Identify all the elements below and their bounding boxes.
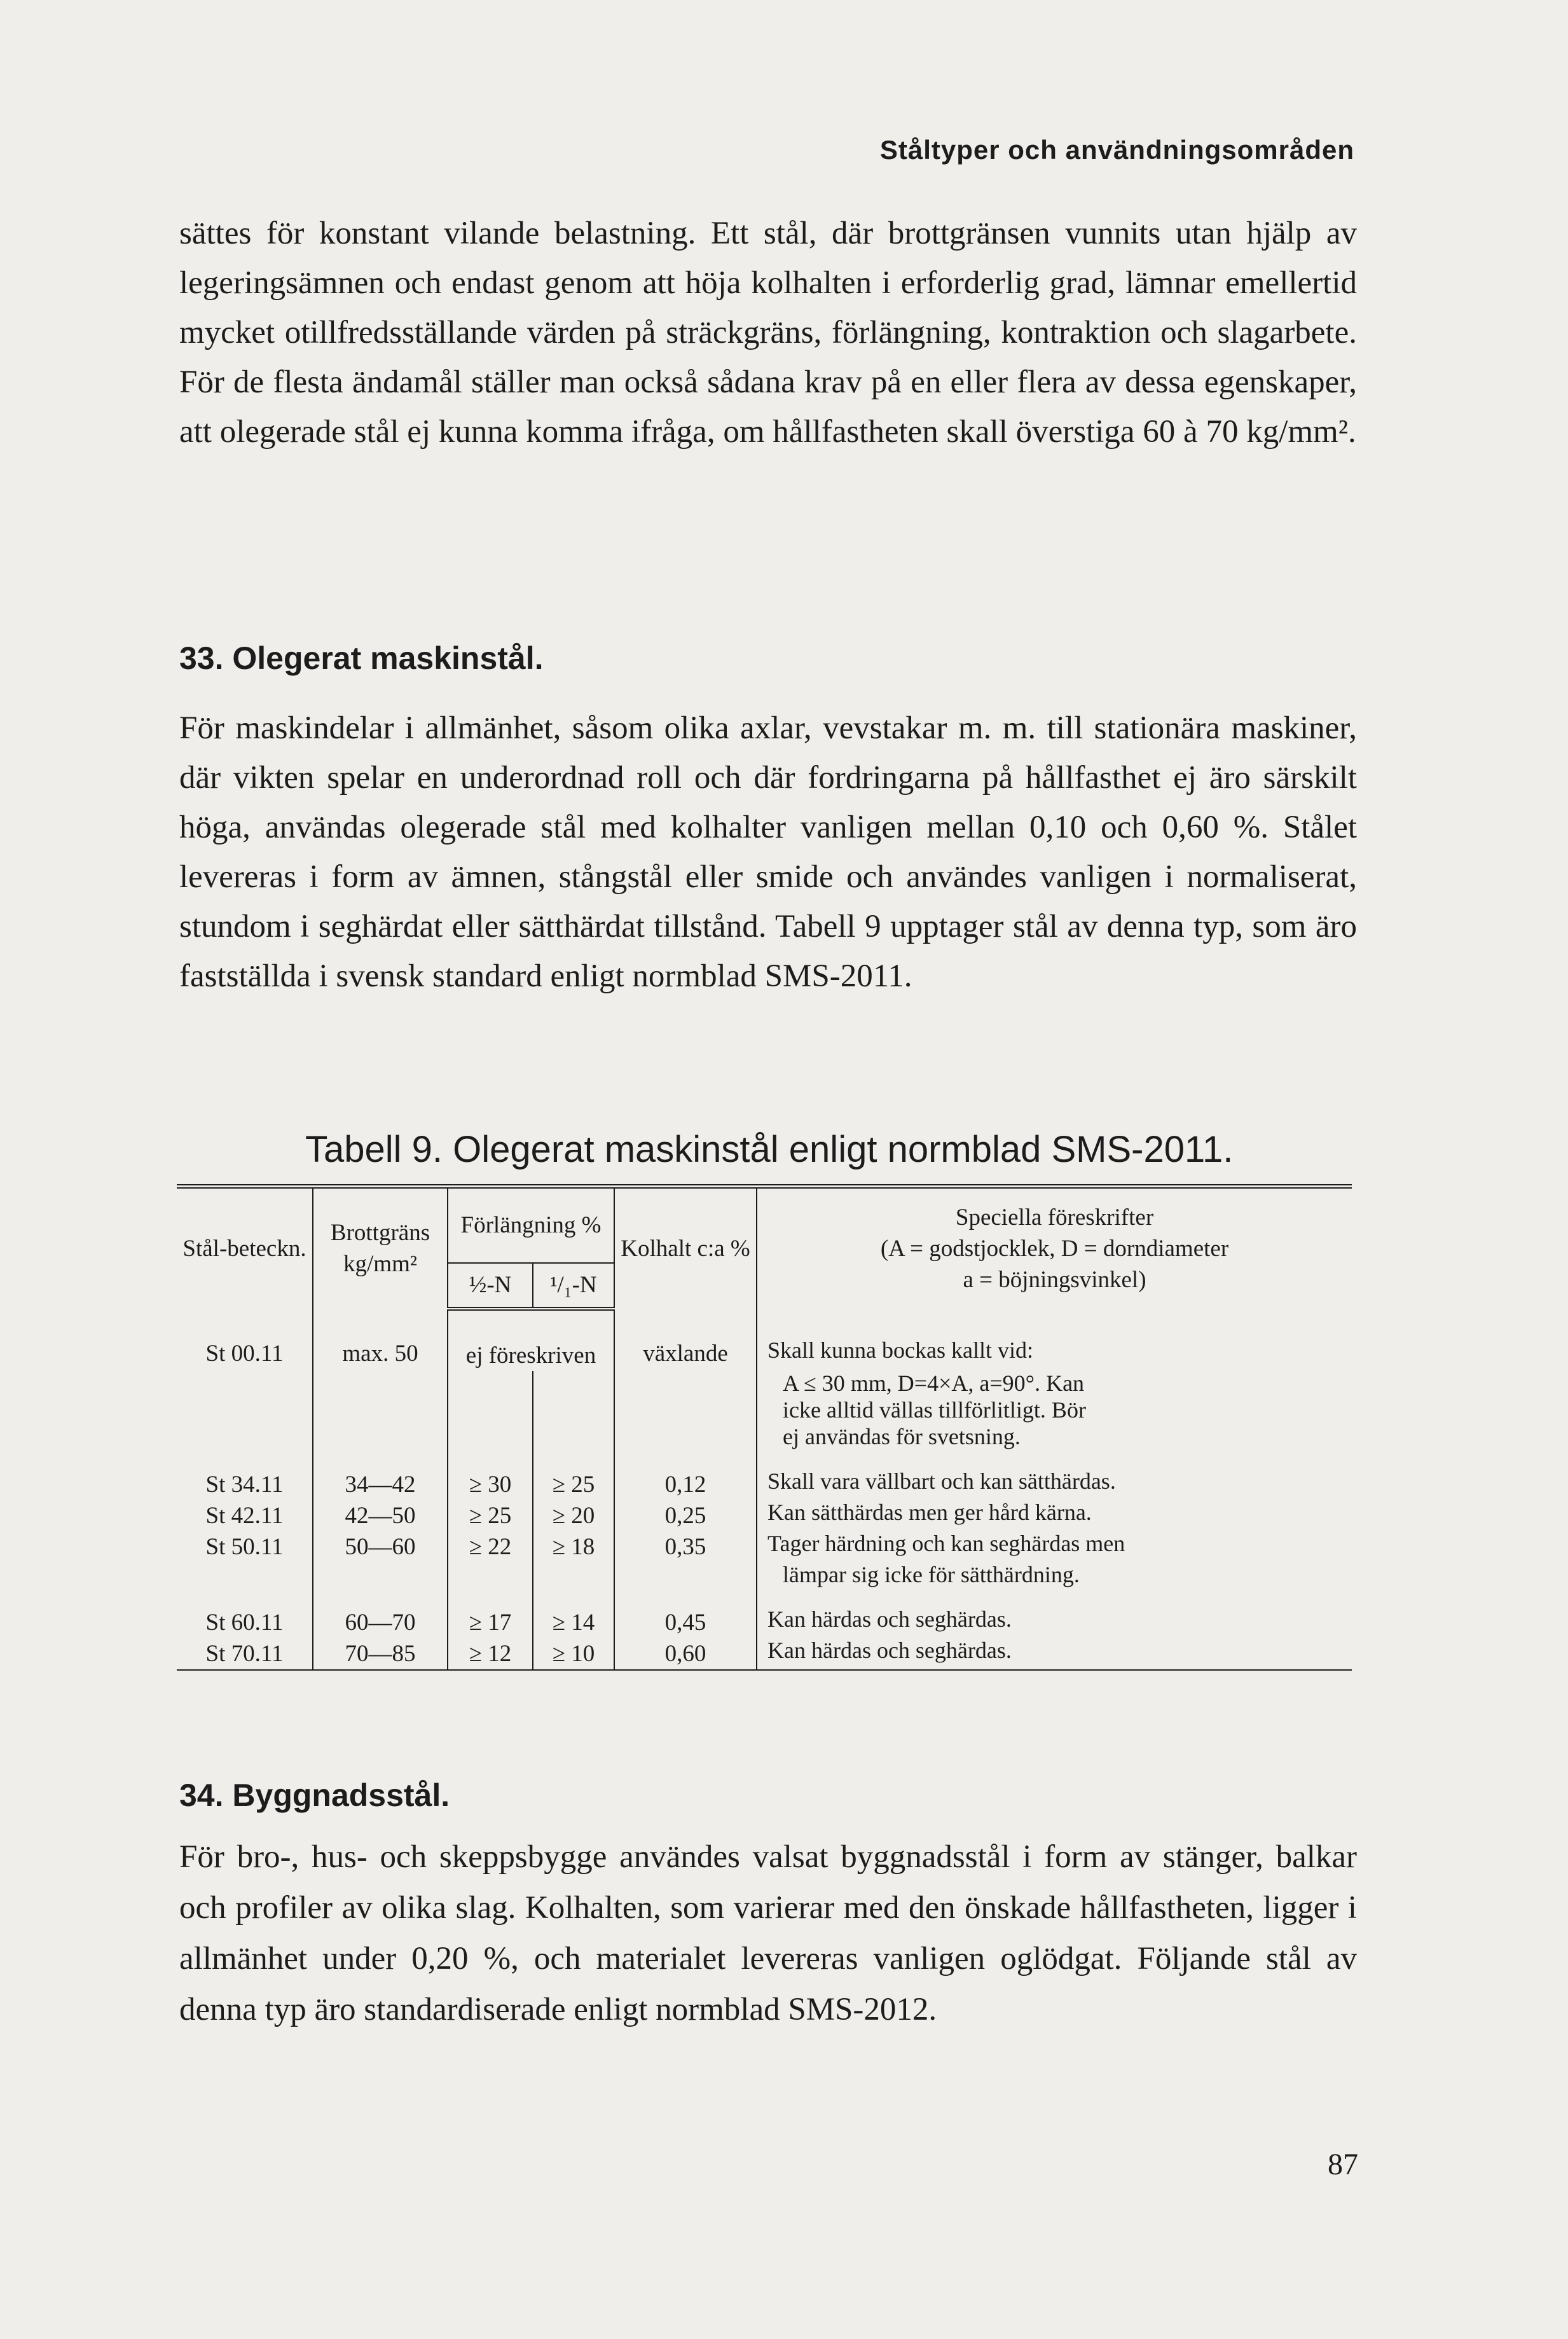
- table-row-continuation: [177, 1425, 1352, 1451]
- cell-remark: Tager härdning och kan seghärdas men: [767, 1530, 1125, 1556]
- header-brottgrans: Brottgräns kg/mm²: [313, 1187, 448, 1309]
- cell-brott: 70—85: [313, 1638, 448, 1670]
- cell-brott: 42—50: [313, 1500, 448, 1531]
- cell-kol: 0,45: [614, 1589, 757, 1638]
- cell-forl: ej föreskriven: [448, 1309, 614, 1371]
- table-row: [177, 1638, 1352, 1670]
- cell-remark: Kan sätthärdas men ger hård kärna.: [767, 1499, 1092, 1525]
- table-row: [177, 1500, 1352, 1531]
- table-row: [177, 1309, 1352, 1371]
- cell-brott: 34—42: [313, 1451, 448, 1500]
- header-forlangning: Förlängning %: [448, 1187, 614, 1263]
- cell-brott: max. 50: [313, 1309, 448, 1371]
- cell-half: ≥ 22: [448, 1531, 533, 1563]
- cell-remark: icke alltid vällas tillförlitligt. Bör: [783, 1397, 1086, 1423]
- cell-remark: Kan härdas och seghärdas.: [757, 1638, 1352, 1670]
- cell-stal: St 34.11: [177, 1451, 313, 1500]
- cell-half: ≥ 12: [448, 1638, 533, 1670]
- table-row: [177, 1451, 1352, 1500]
- table-row: [177, 1589, 1352, 1638]
- cell-brott: 50—60: [313, 1531, 448, 1563]
- header-stal: Stål-beteckn.: [177, 1187, 313, 1309]
- cell-remark: lämpar sig icke för sätthärdning.: [783, 1561, 1080, 1587]
- cell-one: ≥ 14: [533, 1589, 614, 1638]
- section-heading-34: 34. Byggnadsstål.: [179, 1777, 450, 1813]
- cell-one: ≥ 10: [533, 1638, 614, 1670]
- cell-kol: växlande: [614, 1309, 757, 1371]
- table-row: [177, 1531, 1352, 1563]
- cell-kol: 0,25: [614, 1500, 757, 1531]
- cell-remark: ej användas för svetsning.: [783, 1423, 1021, 1449]
- cell-remark: Skall vara vällbart och kan sätthärdas.: [767, 1468, 1116, 1494]
- cell-half: ≥ 25: [448, 1500, 533, 1531]
- cell-stal: St 42.11: [177, 1500, 313, 1531]
- cell-stal: St 60.11: [177, 1589, 313, 1638]
- table-row-continuation: [177, 1563, 1352, 1589]
- running-head: Ståltyper och användningsområden: [879, 135, 1354, 165]
- cell-kol: 0,35: [614, 1531, 757, 1563]
- cell-kol: 0,12: [614, 1451, 757, 1500]
- cell-one: ≥ 20: [533, 1500, 614, 1531]
- table-row-continuation: [177, 1371, 1352, 1398]
- page-number: 87: [1328, 2148, 1358, 2181]
- cell-remark: Skall kunna bockas kallt vid:: [767, 1337, 1033, 1363]
- cell-brott: 60—70: [313, 1589, 448, 1638]
- paragraph-intro: sättes för konstant vilande belastning. Ett stål, där brottgränsen vunnits utan hjälp av legeringsämnen och endast genom att höja kolhalten i erforderlig grad, lämnar emellertid mycket otillfredsställande värden på sträckgräns, förlängning, kontraktion och slagarbete. För de flesta ändamål ställer man också sådana krav på en eller flera av dessa egenskaper, att olegerade stål ej kunna komma ifråga, om hållfastheten skall överstiga 60 à 70 kg/mm².: [179, 216, 1357, 450]
- paragraph-byggnadsstal: För bro-, hus- och skeppsbygge användes valsat byggnadsstål i form av stänger, balkar och profiler av olika slag. Kolhalten, som varierar med den önskade hållfastheten, ligger i allmänhet under 0,20 %, och materialet levereras vanligen oglödgat. Följande stål av denna typ äro standardiserade enligt normblad SMS-2012.: [179, 1839, 1357, 2027]
- cell-one: ≥ 25: [533, 1451, 614, 1500]
- header-speciella-legend-2: a = böjningsvinkel): [963, 1266, 1146, 1293]
- cell-one: ≥ 18: [533, 1531, 614, 1563]
- header-speciella: [757, 1187, 1352, 1309]
- cell-remark: Kan härdas och seghärdas.: [767, 1606, 1012, 1632]
- cell-stal: St 50.11: [177, 1531, 313, 1563]
- header-kolhalt: Kolhalt c:a %: [614, 1187, 757, 1309]
- header-speciella-legend-1: (A = godstjocklek, D = dorndiameter: [880, 1235, 1229, 1262]
- header-half-n: ½-N: [448, 1263, 533, 1309]
- cell-stal: St 00.11: [177, 1309, 313, 1371]
- header-speciella-title: Speciella föreskrifter: [955, 1204, 1154, 1231]
- cell-kol: 0,60: [614, 1638, 757, 1670]
- paragraph-maskinstal: För maskindelar i allmänhet, såsom olika axlar, vevstakar m. m. till stationära maskiner, där vikten spelar en underordnad roll och där fordringarna på hållfasthet ej äro särskilt höga, användas olegerade stål med kolhalter vanligen mellan 0,10 och 0,60 %. Stålet levereras i form av ämnen, stångstål eller smide och användes vanligen i normaliserat, stundom i seghärdat eller sätthärdat tillstånd. Tabell 9 upptager stål av denna typ, som äro fastställda i svensk standard enligt normblad SMS-2011.: [179, 710, 1357, 994]
- cell-stal: St 70.11: [177, 1638, 313, 1670]
- table-row-continuation: [177, 1398, 1352, 1425]
- cell-half: ≥ 30: [448, 1451, 533, 1500]
- table-caption: Tabell 9. Olegerat maskinstål enligt normblad SMS-2011.: [305, 1129, 1234, 1170]
- header-one-n: ¹/₁-N: [533, 1263, 614, 1309]
- table-9: [177, 1184, 1352, 1671]
- cell-half: ≥ 17: [448, 1589, 533, 1638]
- section-heading-33: 33. Olegerat maskinstål.: [179, 640, 544, 676]
- cell-remark: A ≤ 30 mm, D=4×A, a=90°. Kan: [783, 1370, 1085, 1396]
